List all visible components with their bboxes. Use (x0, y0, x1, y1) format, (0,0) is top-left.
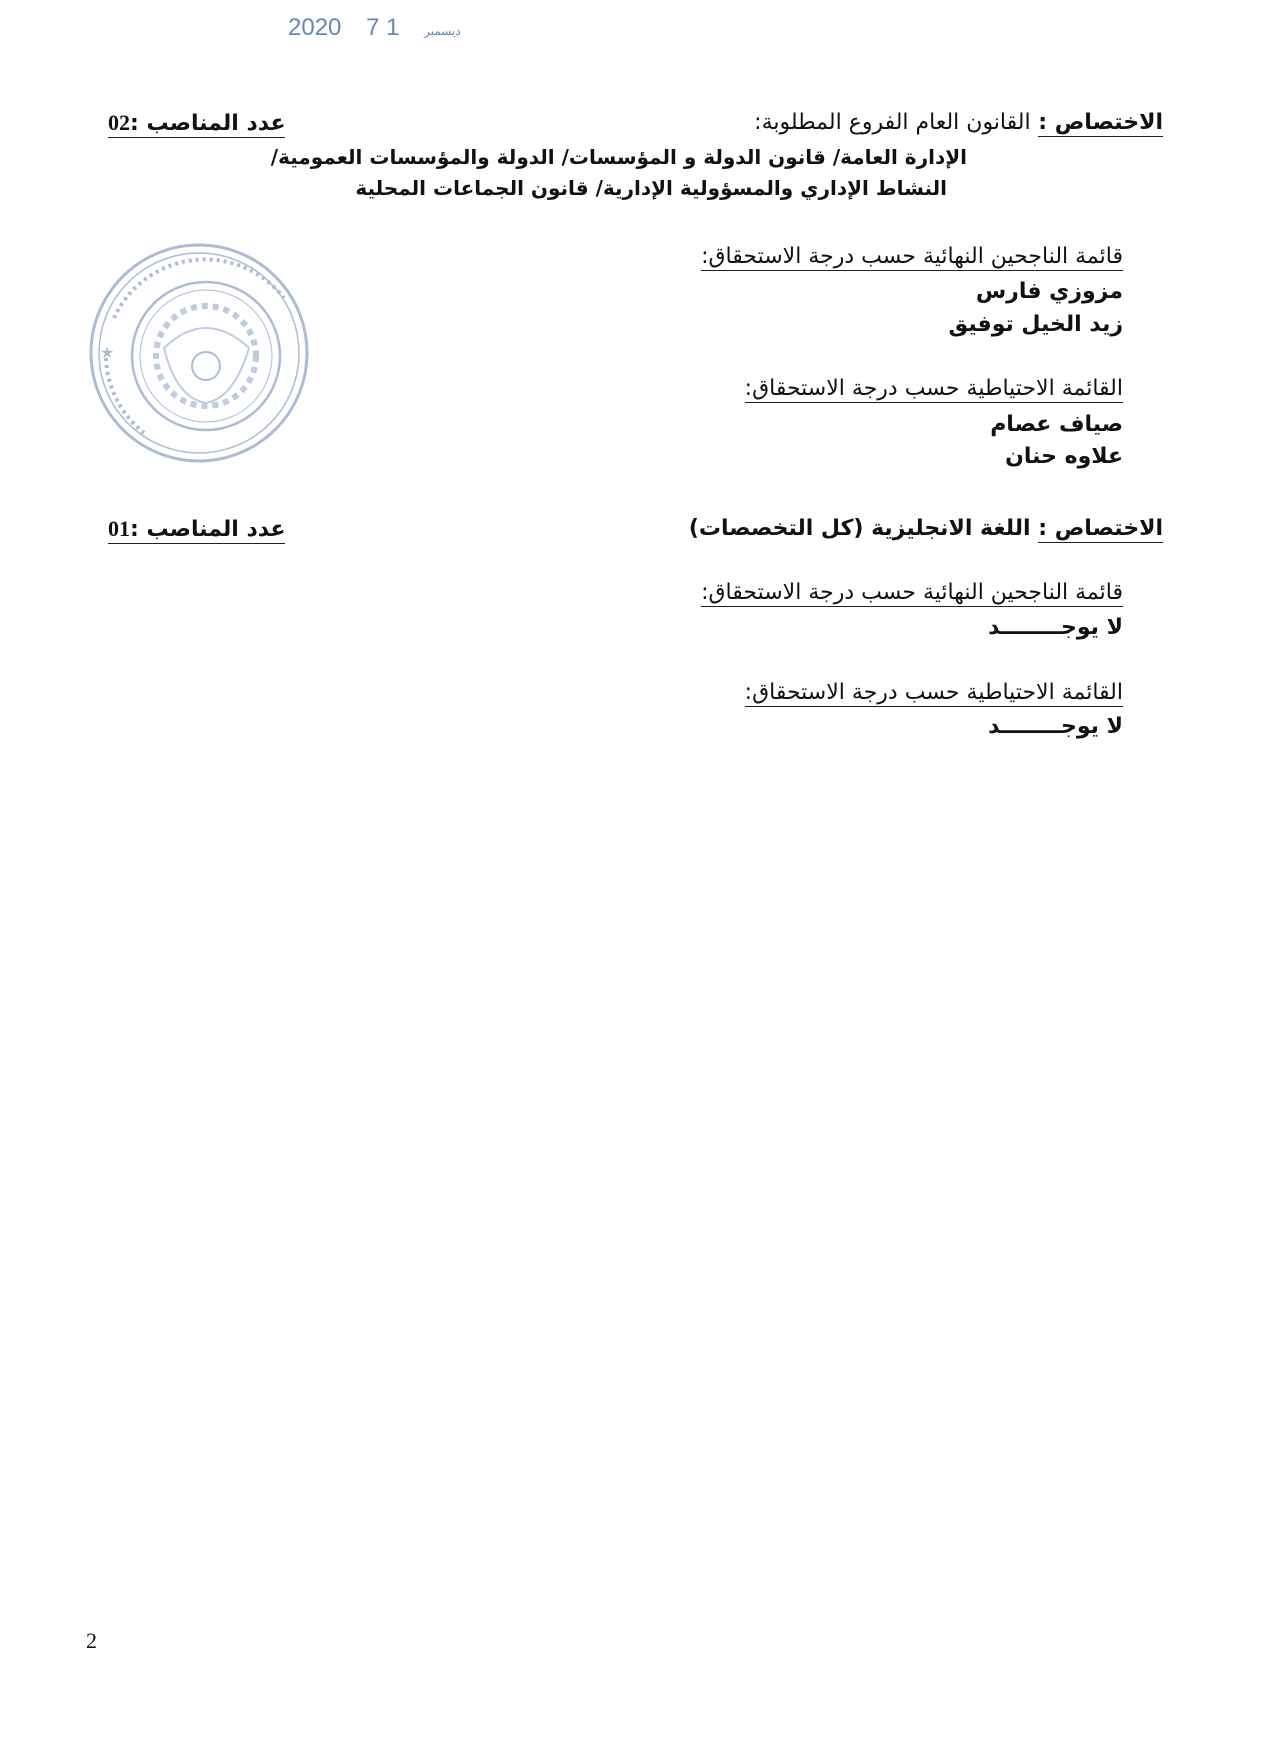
section2-specialty (689, 516, 1163, 541)
page-number: 2 (86, 1628, 97, 1653)
section2-specialty-label: الاختصاص : (1038, 516, 1163, 541)
section1-positions-value: 02 (108, 110, 130, 135)
stamp-day: 1 7 (366, 14, 400, 41)
official-seal-icon (84, 238, 314, 468)
section2-positions-value: 01 (108, 516, 130, 541)
section1-final-item-1: مزوزي فارس (975, 279, 1123, 304)
date-stamp (288, 14, 479, 42)
section2-final-list-title: قائمة الناجحين النهائية حسب درجة الاستحقاق: (701, 580, 1123, 605)
section1-reserve-item-1: صياف عصام (990, 412, 1123, 437)
svg-text:★: ★ (100, 343, 115, 362)
section1-final-item-2: زيد الخيل توفيق (948, 312, 1123, 337)
section2-positions (108, 516, 285, 544)
section1-specialty (754, 110, 1163, 135)
section2-reserve-none: لا يوجــــــــد (988, 714, 1123, 739)
section2-final-none: لا يوجــــــــد (988, 615, 1123, 640)
section1-final-list-title: قائمة الناجحين النهائية حسب درجة الاستحقاق: (701, 244, 1123, 269)
stamp-year: 2020 (288, 14, 342, 41)
section1-branches-line2: النشاط الإداري والمسؤولية الإدارية/ قانون الجماعات المحلية (355, 176, 947, 200)
section2-specialty-value: اللغة الانجليزية (كل التخصصات) (688, 516, 1031, 541)
section2-reserve-list-title: القائمة الاحتياطية حسب درجة الاستحقاق: (744, 680, 1123, 705)
section1-specialty-value: القانون العام الفروع المطلوبة: (754, 110, 1031, 135)
section1-specialty-label: الاختصاص : (1038, 110, 1163, 135)
section1-reserve-item-2: علاوه حنان (1005, 444, 1123, 469)
stamp-month: ديسمبر (424, 24, 461, 38)
section1-positions-label: عدد المناصب : (130, 111, 286, 136)
section2-positions-label: عدد المناصب : (130, 517, 286, 542)
section1-positions (108, 110, 285, 138)
section1-branches-line1: الإدارة العامة/ قانون الدولة و المؤسسات/ الدولة والمؤسسات العمومية/ (270, 145, 967, 169)
section1-reserve-list-title: القائمة الاحتياطية حسب درجة الاستحقاق: (744, 376, 1123, 401)
